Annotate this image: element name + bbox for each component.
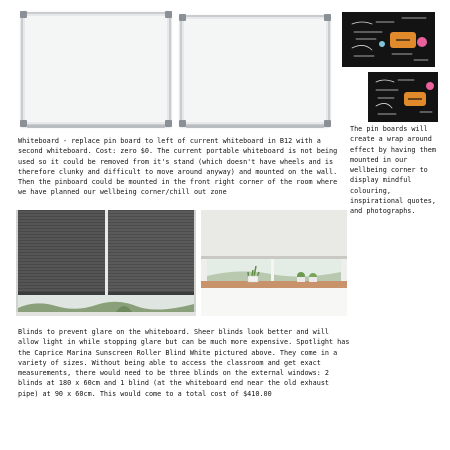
whiteboard-image-2 bbox=[180, 15, 330, 126]
chalkboard-image-2 bbox=[368, 72, 438, 122]
sheer-blind-image bbox=[201, 210, 347, 316]
pinboard-description: The pin boards will create a wrap around effect by having them mounted in our wellbeing corner to display mindful colouring, inspirational quotes, and photographs. bbox=[350, 125, 436, 216]
blinds-description: Blinds to prevent glare on the whiteboard. Sheer blinds look better and will allow light in while stopping glare but can be much more expensive. Spotlight has the Caprice Marina Sunscreen Roller Blind White pictured above. They come in a variety of sizes. Without being able to access the classroom and get exact measurements, there would need to be three blinds on the external windows: 2 blinds at 180 x 60cm and 1 blind (at the whiteboard end near the old exhaust pipe) at 90 x 60cm. This would come to a total cost of $410.00 bbox=[18, 328, 350, 398]
dark-blind-image bbox=[16, 210, 196, 316]
whiteboard-image-1 bbox=[21, 12, 171, 126]
whiteboard-description: Whiteboard - replace pin board to left of current whiteboard in B12 with a second whiteboard. Cost: zero $0. The current portable whiteboard is not being used so it could be removed from it's stand (which doesn't have wheels and is therefore clunky and difficult to move around anyway) and mounted on the wall. Then the pinboard could be mounted in the front right corner of the room where we have planned our wellbeing corner/chill out zone bbox=[18, 137, 338, 197]
chalkboard-image-1 bbox=[342, 12, 435, 67]
